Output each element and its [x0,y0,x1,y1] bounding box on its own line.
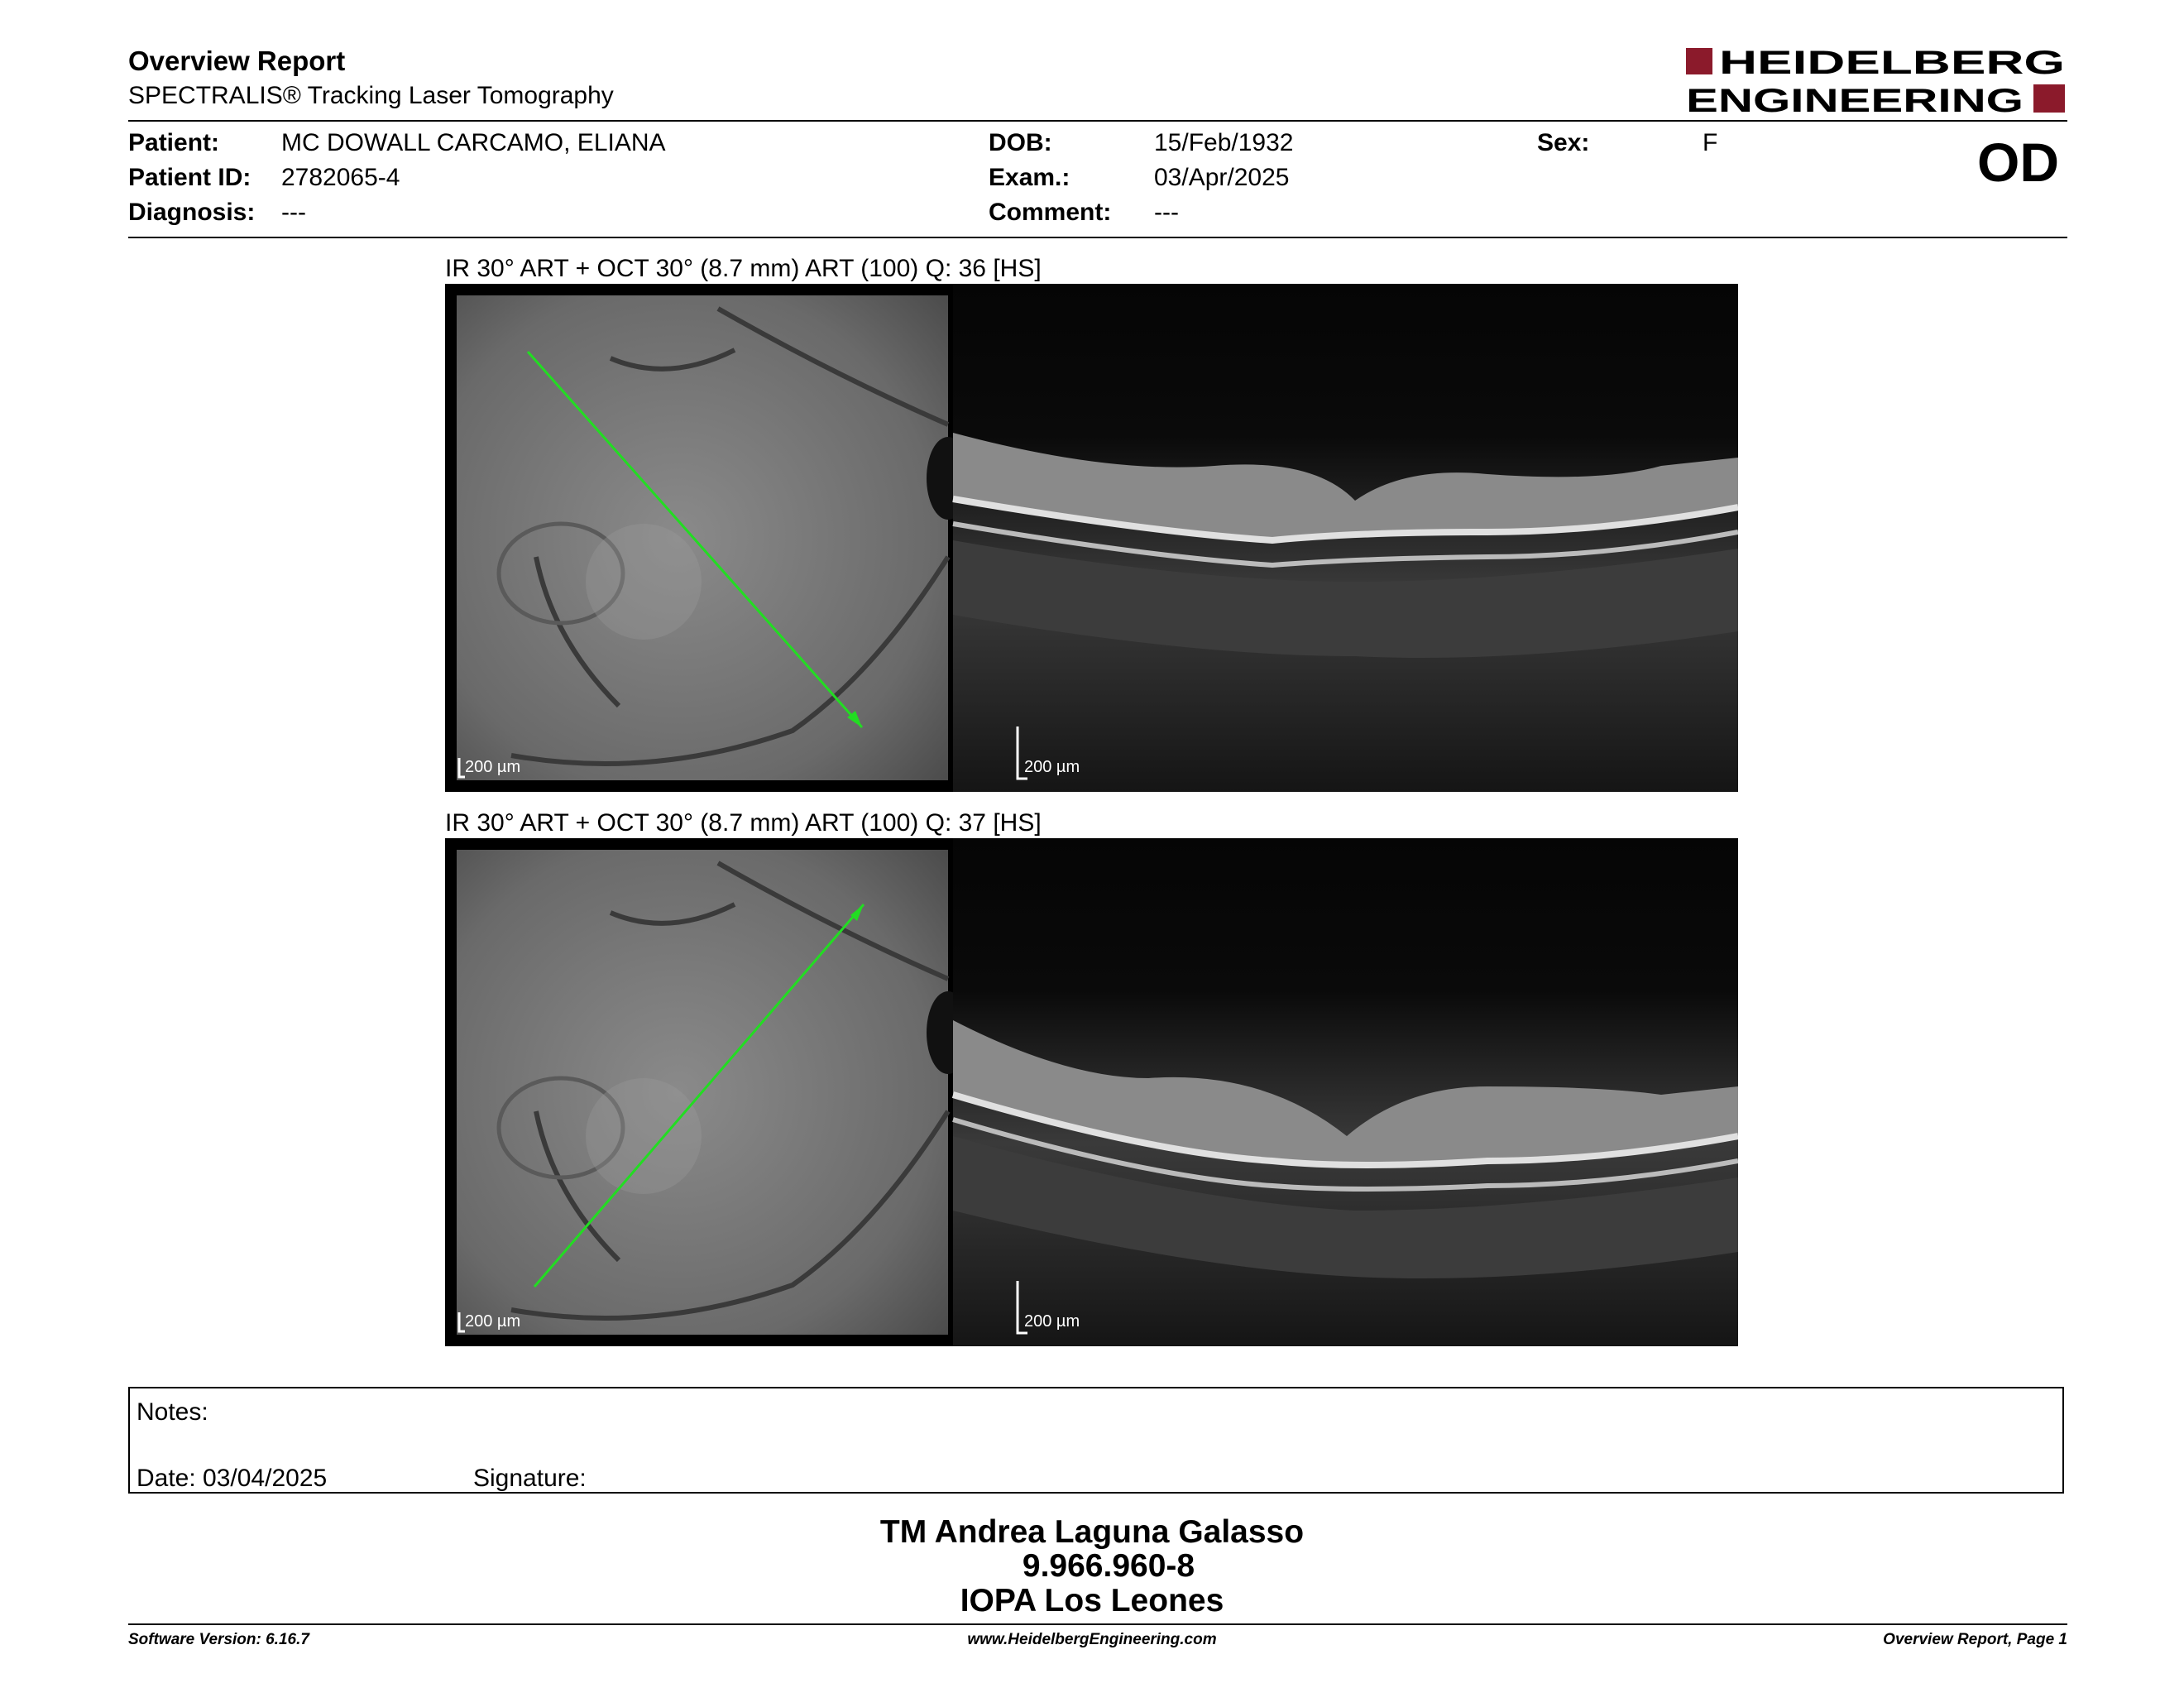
scan-image-2 [445,838,1738,1346]
report-subtitle: SPECTRALIS® Tracking Laser Tomography [128,82,614,109]
operator-name: TM Andrea Laguna Galasso [879,1514,1305,1550]
operator-id: 9.966.960-8 [1022,1548,1195,1584]
scan-image-1 [445,284,1738,792]
footer-rule [128,1623,2067,1625]
notes-date: Date: 03/04/2025 [136,1465,328,1492]
comment-value: --- [1154,199,1179,226]
patient-id-label: Patient ID: [128,164,251,191]
page-indicator: Overview Report, Page 1 [1883,1631,2067,1648]
scan-caption-1: IR 30° ART + OCT 30° (8.7 mm) ART (100) Q: 36 [HS] [445,255,1042,282]
notes-label: Notes: [136,1398,208,1426]
exam-value: 03/Apr/2025 [1154,164,1290,191]
header-rule [128,120,2067,122]
report-title: Overview Report [128,46,346,76]
dob-value: 15/Feb/1932 [1154,129,1294,156]
signature-label: Signature: [473,1465,587,1492]
dob-label: DOB: [989,129,1052,156]
diagnosis-label: Diagnosis: [128,199,256,226]
sex-value: F [1703,129,1718,156]
notes-box [128,1387,2064,1494]
comment-label: Comment: [989,199,1112,226]
logo-line2: ENGINEERING [1686,83,2024,116]
heidelberg-logo [1686,45,2067,116]
logo-accent-square-bottom [2033,84,2065,113]
oct-scale-1: 200 µm [1024,758,1080,776]
scan-caption-2: IR 30° ART + OCT 30° (8.7 mm) ART (100) Q: 37 [HS] [445,809,1042,837]
fundus-scale-1: 200 µm [465,758,521,776]
sex-label: Sex: [1537,129,1590,156]
scan-panel-1 [445,284,1738,792]
patient-id: 2782065-4 [281,164,400,191]
website-link[interactable]: www.HeidelbergEngineering.com [967,1631,1217,1648]
scan-panel-2 [445,838,1738,1346]
patient-label: Patient: [128,129,220,156]
software-version: Software Version: 6.16.7 [128,1631,309,1648]
operator-clinic: IOPA Los Leones [960,1583,1224,1618]
logo-accent-square-top [1686,48,1712,74]
exam-label: Exam.: [989,164,1070,191]
diagnosis-value: --- [281,199,306,226]
logo-line1: HEIDELBERG [1719,45,2065,81]
fundus-image-1 [457,295,948,780]
patient-rule [128,237,2067,238]
eye-indicator: OD [1977,132,2059,193]
patient-name: MC DOWALL CARCAMO, ELIANA [281,129,666,156]
oct-scale-2: 200 µm [1024,1312,1080,1331]
fundus-scale-2: 200 µm [465,1312,521,1331]
